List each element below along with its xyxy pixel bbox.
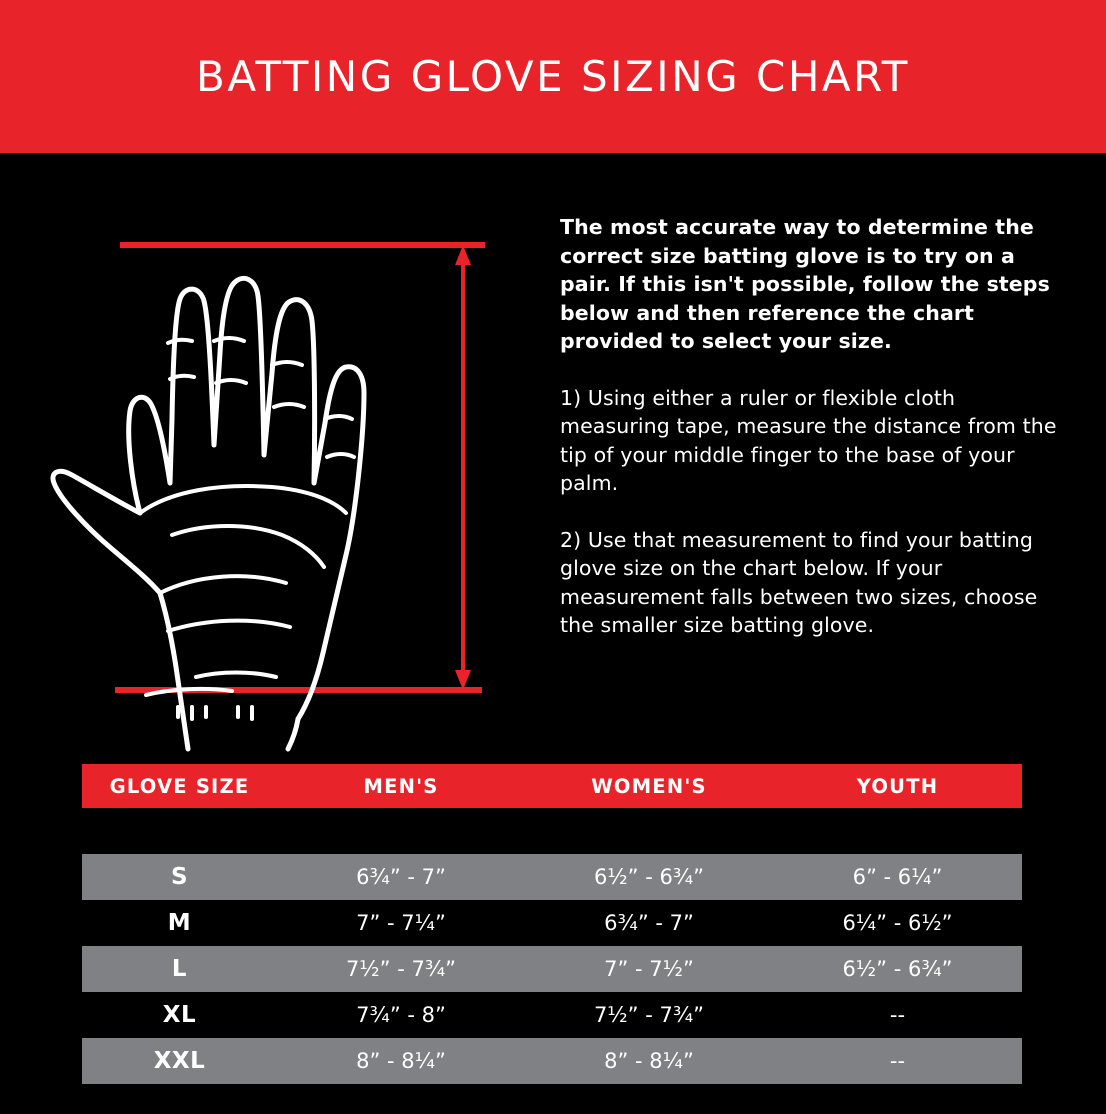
cell-youth: -- [773, 1038, 1022, 1084]
cell-size: M [82, 900, 277, 946]
cell-mens: 6¾” - 7” [277, 854, 525, 900]
cell-size: XXL [82, 1038, 277, 1084]
hand-outline-icon [20, 183, 540, 753]
main-content [0, 153, 1106, 753]
cell-mens: 7” - 7¼” [277, 900, 525, 946]
size-table [82, 764, 1022, 1084]
table-row [82, 946, 1022, 992]
table-row [82, 854, 1022, 900]
page-header [0, 0, 1106, 153]
cell-womens: 6¾” - 7” [525, 900, 773, 946]
table-row [82, 900, 1022, 946]
cell-mens: 7½” - 7¾” [277, 946, 525, 992]
table-row [82, 1038, 1022, 1084]
cell-womens: 8” - 8¼” [525, 1038, 773, 1084]
instructions-step-1: 1) Using either a ruler or flexible cloth measuring tape, measure the distance from the tip of your middle finger to the base of your palm. [560, 385, 1057, 495]
cell-womens: 7” - 7½” [525, 946, 773, 992]
table-row [82, 992, 1022, 1038]
table-header-womens: WOMEN'S [525, 764, 773, 808]
size-table-container [82, 764, 1022, 1084]
cell-size: XL [82, 992, 277, 1038]
cell-youth: 6” - 6¼” [773, 854, 1022, 900]
hand-measurement-diagram [20, 183, 540, 753]
cell-womens: 6½” - 6¾” [525, 854, 773, 900]
cell-size: L [82, 946, 277, 992]
page-title: BATTING GLOVE SIZING CHART [196, 52, 910, 101]
instructions-panel [560, 213, 1060, 640]
cell-mens: 8” - 8¼” [277, 1038, 525, 1084]
cell-youth: 6½” - 6¾” [773, 946, 1022, 992]
cell-youth: 6¼” - 6½” [773, 900, 1022, 946]
table-header-mens: MEN'S [277, 764, 525, 808]
instructions-intro: The most accurate way to determine the correct size batting glove is to try on a pair. If this isn't possible, follow the steps below and then reference the chart provided to select your size. [560, 215, 1050, 353]
cell-womens: 7½” - 7¾” [525, 992, 773, 1038]
table-header-row [82, 764, 1022, 808]
cell-youth: -- [773, 992, 1022, 1038]
table-spacer [82, 808, 1022, 854]
table-header-youth: YOUTH [773, 764, 1022, 808]
instructions-step-2: 2) Use that measurement to find your batting glove size on the chart below. If your measurement falls between two sizes, choose the smaller size batting glove. [560, 527, 1038, 637]
cell-mens: 7¾” - 8” [277, 992, 525, 1038]
cell-size: S [82, 854, 277, 900]
table-header-glove-size: GLOVE SIZE [82, 764, 277, 808]
